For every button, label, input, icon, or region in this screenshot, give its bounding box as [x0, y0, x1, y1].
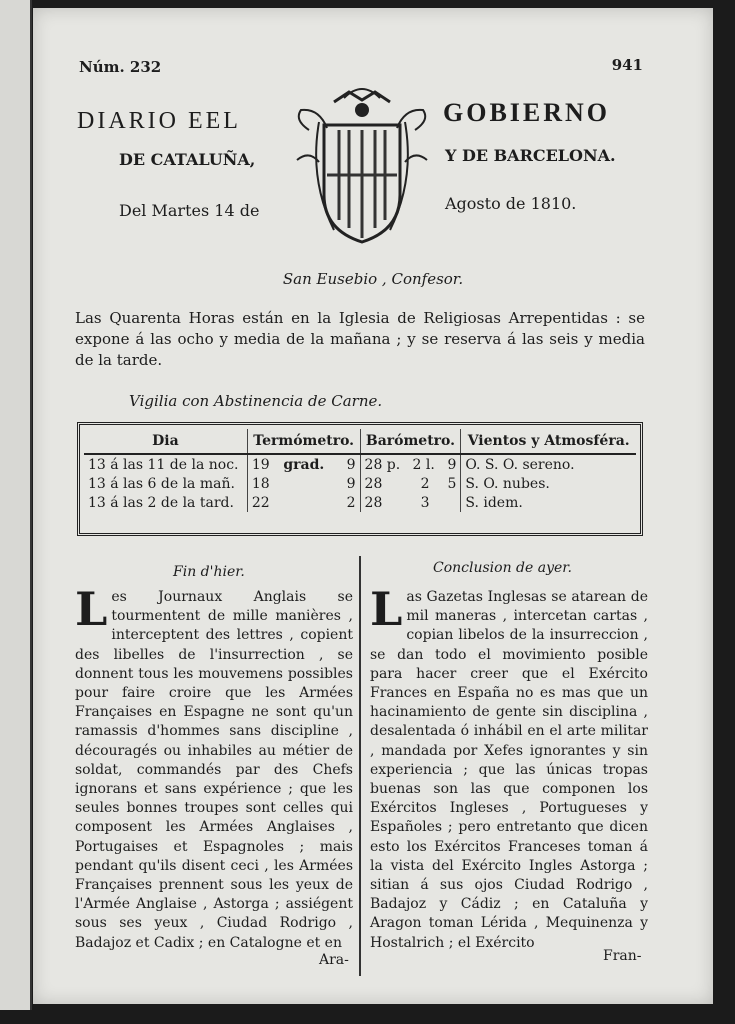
table-header-dia: Dia: [84, 429, 247, 454]
cell-unit: [279, 474, 339, 493]
left-page-edge: [0, 0, 32, 1010]
drop-cap-right: L: [370, 582, 403, 636]
cell-temp: 22: [251, 494, 270, 511]
announcement-paragraph: Las Quarenta Horas están en la Iglesia de Religiosas Arrepentidas : se expone á las ocho y media de la mañana ; y se reserva á las seis y media de la tarde.: [75, 309, 645, 369]
cell-unit: [279, 493, 339, 512]
vigil-note: Vigilia con Abstinencia de Carne.: [129, 392, 383, 410]
masthead-subtitle-left: DE CATALUÑA,: [119, 150, 256, 169]
table-header-barometer: Barómetro.: [360, 429, 461, 454]
cell-bar-p: 28 p.: [364, 456, 401, 473]
cell-temp: 19: [251, 456, 270, 473]
issue-number: Núm. 232: [79, 58, 162, 76]
cell-bar-p: 28: [364, 494, 383, 511]
cell-bar-frac: 5: [442, 474, 461, 493]
drop-cap-left: L: [75, 582, 108, 636]
date-left: Del Martes 14 de: [119, 201, 260, 220]
left-column-article: [75, 582, 353, 953]
cell-bar-l: 2 l.: [412, 456, 435, 473]
cell-wind: O. S. O. sereno.: [465, 456, 575, 473]
cell-dia: 13 á las 6 de la mañ.: [84, 474, 247, 493]
cell-dia: 13 á las 2 de la tard.: [84, 493, 247, 512]
saint-of-the-day: San Eusebio , Confesor.: [282, 270, 464, 288]
left-column-text: es Journaux Anglais se tourmentent de mille manières , interceptent des lettres , copient des libelles de l'insurrection , se donnent tous les mouvemens possibles pour faire croire que les Armées Françaises en Espagne ne sont qu'un ramassis d'hommes sans discipline , découragés ou inhabiles au métier de soldat, commandés par des Chefs ignorans et sans expérience ; que les seules bonnes troupes sont celles qui composent les Armées Anglaises , Portugaises et Espagnoles ; mais pendant qu'ils disent ceci , les Armées Françaises prennent sous les yeux de l'Armée Anglaise , Astorga ; assiégent sous ses yeux , Ciudad Rodrigo , Badajoz et Cadix ; en Catalogne et en: [75, 589, 353, 951]
column-divider: [359, 556, 361, 976]
table-row: [84, 474, 636, 493]
table-header-winds: Vientos y Atmosféra.: [461, 429, 636, 454]
left-catchword: Ara-: [319, 952, 349, 968]
table-row: [84, 493, 636, 512]
cell-wind: S. idem.: [465, 494, 523, 511]
masthead-subtitle-right: Y DE BARCELONA.: [445, 146, 616, 165]
masthead-title-right: GOBIERNO: [443, 98, 611, 127]
cell-temp: 18: [251, 475, 270, 492]
weather-table: [77, 422, 643, 536]
table-row: [84, 454, 636, 474]
coat-of-arms-icon: [289, 80, 435, 250]
cell-dia: 13 á las 11 de la noc.: [84, 454, 247, 474]
cell-bar-l: 3: [420, 494, 430, 511]
cell-bar-l: 2: [420, 475, 430, 492]
right-column-article: [370, 582, 648, 953]
table-header-thermometer: Termómetro.: [247, 429, 360, 454]
right-column-text: as Gazetas Inglesas se atarean de mil maneras , intercetan cartas , copian libelos de la insurreccion , se dan todo el movimiento posible para hacer creer que el Exército Frances en España no es mas que un hacinamiento de gente sin disciplina , desalentada ó inhábil en el arte militar , mandada por Xefes ignorantes y sin experiencia ; que las únicas tropas buenas son las que componen los Exércitos Ingleses , Portugueses y Españoles ; pero entretanto que dicen esto los Exércitos Franceses toman á la vista del Exército Ingles Astorga ; sitian á sus ojos Ciudad Rodrigo , Badajoz y Cádiz ; en Cataluña y Aragon toman Lérida , Mequinenza y Hostalrich ; el Exército: [370, 589, 648, 951]
right-catchword: Fran-: [603, 948, 642, 964]
date-right: Agosto de 1810.: [445, 194, 577, 213]
newspaper-page: [33, 8, 713, 1004]
cell-unit: grad.: [283, 456, 325, 473]
cell-bar-frac: [442, 493, 461, 512]
cell-bar-frac: 9: [442, 454, 461, 474]
right-column-heading: Conclusion de ayer.: [433, 560, 572, 576]
left-column-heading: Fin d'hier.: [173, 564, 245, 580]
cell-temp-frac: 9: [339, 454, 360, 474]
masthead-title-left: DIARIO EEL: [77, 108, 241, 134]
cell-temp-frac: 2: [339, 493, 360, 512]
cell-bar-p: 28: [364, 475, 383, 492]
cell-temp-frac: 9: [339, 474, 360, 493]
page-number: 941: [611, 56, 643, 74]
cell-wind: S. O. nubes.: [465, 475, 550, 492]
